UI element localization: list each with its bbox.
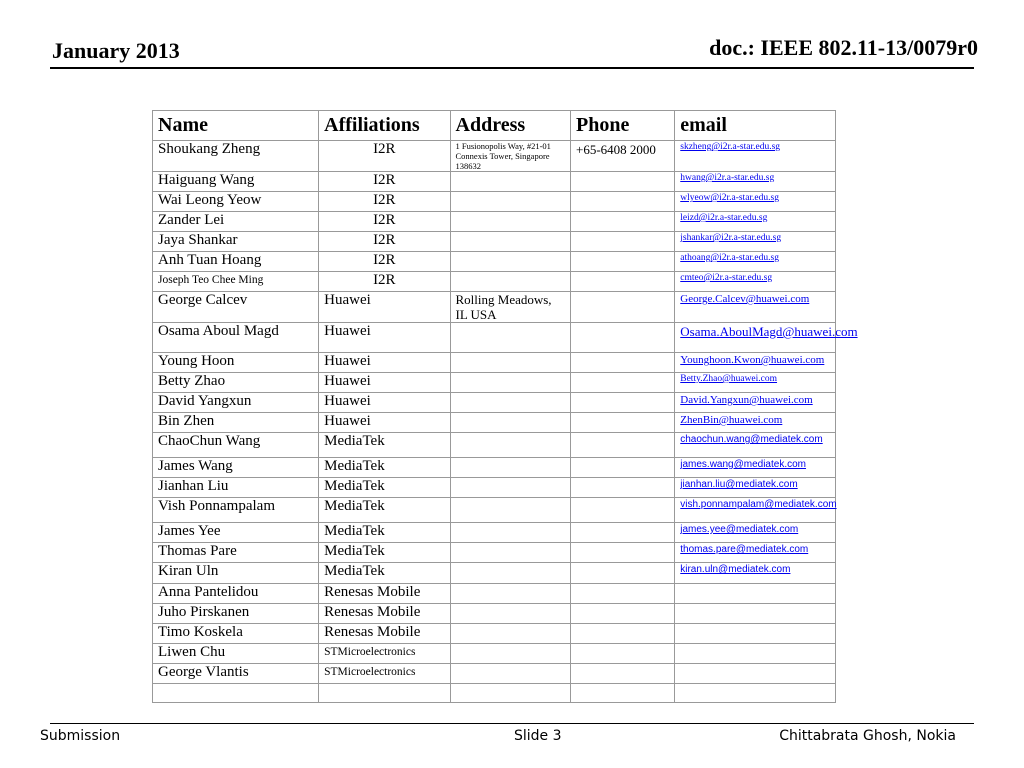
cell-phone [571,232,675,252]
cell-email [675,604,836,624]
cell-email [675,684,836,703]
cell-email [675,458,836,478]
cell-affiliation: STMicroelectronics [319,664,450,684]
header-affiliations: Affiliations [319,111,450,141]
cell-affiliation: MediaTek [319,543,450,563]
table-row [153,172,836,192]
cell-affiliation: I2R [319,252,450,272]
header-name: Name [153,111,319,141]
cell-address [450,413,571,433]
email-link[interactable]: ZhenBin@huawei.com [680,414,783,426]
cell-affiliation: I2R [319,272,450,292]
cell-phone [571,373,675,393]
email-link[interactable]: Younghoon.Kwon@huawei.com [680,354,825,366]
table-row [153,644,836,664]
cell-affiliation: I2R [319,212,450,232]
cell-address: Rolling Meadows, IL USA [450,292,571,323]
footer-author: Chittabrata Ghosh, Nokia [779,728,956,744]
cell-email [675,232,836,252]
email-link[interactable]: David.Yangxun@huawei.com [680,394,813,406]
cell-phone [571,664,675,684]
cell-email [675,373,836,393]
cell-affiliation: MediaTek [319,498,450,523]
cell-address [450,272,571,292]
cell-address [450,478,571,498]
email-link[interactable]: jshankar@i2r.a-star.edu.sg [680,233,782,243]
cell-affiliation: Renesas Mobile [319,624,450,644]
cell-address [450,543,571,563]
cell-name: George Calcev [153,292,319,323]
header-date: January 2013 [52,38,180,63]
email-link[interactable]: George.Calcev@huawei.com [680,293,810,305]
table-row [153,523,836,543]
cell-affiliation: Huawei [319,413,450,433]
cell-affiliation: MediaTek [319,523,450,543]
cell-address [450,252,571,272]
cell-address [450,624,571,644]
cell-phone [571,252,675,272]
cell-address [450,584,571,604]
cell-name: Anna Pantelidou [153,584,319,604]
email-link[interactable]: thomas.pare@mediatek.com [680,544,809,555]
cell-email [675,353,836,373]
table-row [153,684,836,703]
attendee-table [152,110,858,703]
cell-address [450,563,571,584]
cell-address [450,523,571,543]
cell-address [450,393,571,413]
cell-name: Kiran Uln [153,563,319,584]
cell-affiliation: MediaTek [319,478,450,498]
cell-email [675,563,836,584]
cell-name: James Yee [153,523,319,543]
cell-email [675,478,836,498]
cell-email [675,498,836,523]
cell-phone [571,563,675,584]
table-row [153,272,836,292]
cell-name: Betty Zhao [153,373,319,393]
cell-address [450,232,571,252]
cell-phone [571,604,675,624]
cell-affiliation: Huawei [319,292,450,323]
cell-address [450,323,571,353]
header-doc-id: doc.: IEEE 802.11-13/0079r0 [709,35,978,60]
cell-affiliation: I2R [319,232,450,252]
cell-affiliation: I2R [319,172,450,192]
table-row [153,212,836,232]
cell-address [450,172,571,192]
cell-affiliation: Huawei [319,373,450,393]
email-link[interactable]: james.wang@mediatek.com [680,459,807,470]
cell-email [675,523,836,543]
cell-phone [571,624,675,644]
cell-phone [571,192,675,212]
cell-name: Haiguang Wang [153,172,319,192]
email-link[interactable]: vish.ponnampalam@mediatek.com [680,499,837,510]
email-link[interactable]: Osama.AboulMagd@huawei.com [680,324,858,339]
email-link[interactable]: skzheng@i2r.a-star.edu.sg [680,142,781,152]
cell-address [450,604,571,624]
table-row [153,353,836,373]
table-row [153,584,836,604]
cell-email [675,252,836,272]
cell-affiliation: Huawei [319,353,450,373]
email-link[interactable]: cmteo@i2r.a-star.edu.sg [680,273,773,283]
cell-phone: +65-6408 2000 [571,141,675,172]
cell-email [675,212,836,232]
table-row [153,192,836,212]
email-link[interactable]: jianhan.liu@mediatek.com [680,479,798,490]
table-row [153,323,836,353]
cell-address [450,684,571,703]
table-row [153,458,836,478]
cell-affiliation: STMicroelectronics [319,644,450,664]
cell-phone [571,272,675,292]
header-email: email [675,111,836,141]
cell-address [450,664,571,684]
cell-email [675,192,836,212]
table-row [153,498,836,523]
footer-divider [50,723,974,724]
cell-name: George Vlantis [153,664,319,684]
cell-email [675,292,836,323]
email-link[interactable]: leizd@i2r.a-star.edu.sg [680,213,768,223]
cell-name: Joseph Teo Chee Ming [153,272,319,292]
table-row [153,232,836,252]
cell-phone [571,433,675,458]
table-row [153,292,836,323]
footer-submission: Submission [40,728,121,744]
email-link[interactable]: wlyeow@i2r.a-star.edu.sg [680,193,779,203]
email-link[interactable]: Betty.Zhao@huawei.com [680,374,778,384]
table-body [153,141,858,703]
table-header-row [153,111,836,141]
email-link[interactable]: james.yee@mediatek.com [680,524,799,535]
cell-phone [571,498,675,523]
email-link[interactable]: hwang@i2r.a-star.edu.sg [680,173,775,183]
table-row [153,393,836,413]
cell-email [675,433,836,458]
cell-phone [571,353,675,373]
cell-email [675,644,836,664]
cell-address [450,353,571,373]
cell-email [675,272,836,292]
header-phone: Phone [571,111,675,141]
cell-address [450,212,571,232]
cell-name: Zander Lei [153,212,319,232]
cell-name: Anh Tuan Hoang [153,252,319,272]
cell-phone [571,584,675,604]
cell-email [675,323,858,353]
cell-name: Timo Koskela [153,624,319,644]
email-link[interactable]: chaochun.wang@mediatek.com [680,434,823,445]
table-row [153,252,836,272]
cell-affiliation: MediaTek [319,433,450,458]
cell-name: James Wang [153,458,319,478]
cell-email [675,141,836,172]
cell-address [450,498,571,523]
footer-slide-number: Slide 3 [514,728,562,744]
cell-phone [571,478,675,498]
cell-email [675,543,836,563]
cell-phone [571,413,675,433]
table-row [153,563,836,584]
cell-affiliation [319,684,450,703]
cell-affiliation: Huawei [319,323,450,353]
cell-name: Vish Ponnampalam [153,498,319,523]
email-link[interactable]: kiran.uln@mediatek.com [680,564,791,575]
cell-name: Jaya Shankar [153,232,319,252]
cell-email [675,393,836,413]
cell-name: Juho Pirskanen [153,604,319,624]
table-row [153,604,836,624]
cell-email [675,172,836,192]
cell-email [675,413,836,433]
cell-phone [571,292,675,323]
cell-affiliation: MediaTek [319,563,450,584]
email-link[interactable]: athoang@i2r.a-star.edu.sg [680,253,779,263]
table-row [153,624,836,644]
cell-name: Shoukang Zheng [153,141,319,172]
cell-phone [571,523,675,543]
cell-affiliation: Renesas Mobile [319,604,450,624]
cell-email [675,664,836,684]
header-divider [50,67,974,69]
header-address: Address [450,111,571,141]
cell-affiliation: MediaTek [319,458,450,478]
cell-phone [571,644,675,664]
cell-email [675,584,836,604]
cell-name: ChaoChun Wang [153,433,319,458]
table-row [153,373,836,393]
cell-name: Thomas Pare [153,543,319,563]
table-row [153,664,836,684]
cell-phone [571,543,675,563]
cell-name: Bin Zhen [153,413,319,433]
cell-email [675,624,836,644]
cell-address [450,192,571,212]
cell-name: Young Hoon [153,353,319,373]
cell-address [450,433,571,458]
cell-name: Osama Aboul Magd [153,323,319,353]
table-row [153,413,836,433]
cell-name: David Yangxun [153,393,319,413]
table-row [153,433,836,458]
cell-phone [571,458,675,478]
cell-affiliation: I2R [319,141,450,172]
cell-name: Jianhan Liu [153,478,319,498]
cell-address [450,644,571,664]
cell-address: 1 Fusionopolis Way, #21-01 Connexis Tower, Singapore 138632 [450,141,571,172]
cell-phone [571,393,675,413]
cell-phone [571,172,675,192]
cell-name: Wai Leong Yeow [153,192,319,212]
cell-phone [571,684,675,703]
cell-name: Liwen Chu [153,644,319,664]
cell-name [153,684,319,703]
cell-phone [571,212,675,232]
cell-phone [571,323,675,353]
cell-affiliation: Huawei [319,393,450,413]
cell-affiliation: Renesas Mobile [319,584,450,604]
table-row [153,141,836,172]
cell-address [450,373,571,393]
cell-address [450,458,571,478]
cell-affiliation: I2R [319,192,450,212]
table-row [153,478,836,498]
table-row [153,543,836,563]
